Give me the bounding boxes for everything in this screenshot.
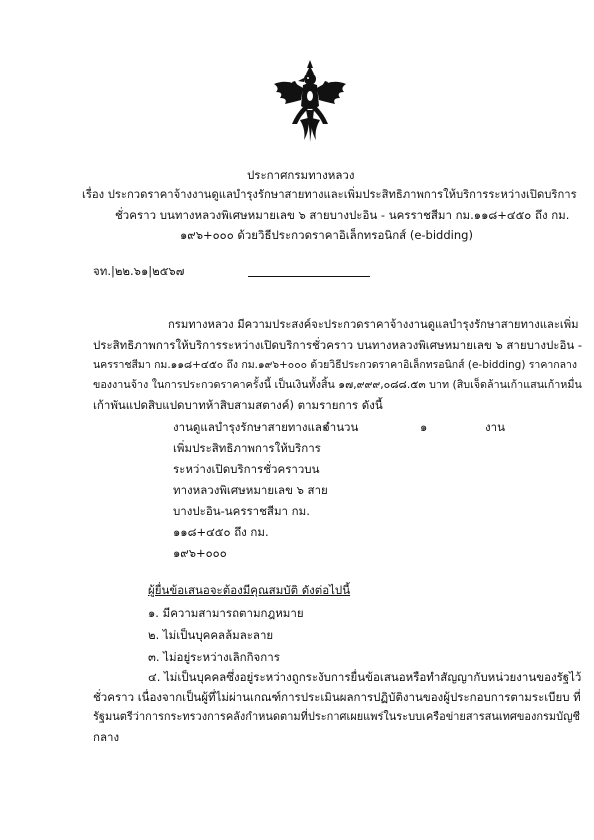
- qualification-item: ๔. ไม่เป็นบุคคลซึ่งอยู่ระหว่างถูกระงับการยื่นข้อเสนอหรือทำสัญญากับหน่วยงานของรัฐไว้: [148, 670, 582, 684]
- qualification-item-cont: รัฐมนตรีว่าการกระทรวงการคลังกำหนดตามที่ประกาศเผยแพร่ในระบบเครือข่ายสารสนเทศของกรมบัญชี: [93, 710, 580, 723]
- garuda-emblem: [270, 58, 350, 144]
- announcement-title: ประกาศกรมทางหลวง: [247, 168, 355, 182]
- intro-line-2: ประสิทธิภาพการให้บริการระหว่างเปิดบริการชั่วคราว บนทางหลวงพิเศษหมายเลข ๖ สายบางปะอิน -: [93, 338, 583, 352]
- subject-line-1: เรื่อง ประกวดราคาจ้างงานดูแลบำรุงรักษาสายทางและเพิ่มประสิทธิภาพการให้บริการระหว่างเปิดบริการ: [82, 188, 577, 201]
- item-desc-line: ๑๙๖+๐๐๐: [173, 546, 227, 560]
- item-desc-line: เพิ่มประสิทธิภาพการให้บริการ: [173, 441, 321, 455]
- signature-line: [248, 276, 370, 277]
- intro-line-3: นครราชสีมา กม.๑๑๘+๔๕๐ ถึง กม.๑๙๖+๐๐๐ ด้วยวิธีประกวดราคาอิเล็กทรอนิกส์ (e-bidding) ราคากลาง: [93, 359, 578, 371]
- intro-line-4: ของงานจ้าง ในการประกวดราคาครั้งนี้ เป็นเงินทั้งสิ้น ๑๗,๙๙๙,๐๘๘.๕๓ บาท (สิบเจ็ดล้านเก้าแสนเก้าหมื่น: [93, 378, 582, 391]
- document-number: จท.|๒๒.๖๑|๒๕๖๗: [93, 264, 185, 278]
- qualification-item-cont: กลาง: [93, 730, 120, 744]
- qualification-item: ๑. มีความสามารถตามกฎหมาย: [148, 606, 304, 620]
- intro-line-1: กรมทางหลวง มีความประสงค์จะประกวดราคาจ้างงานดูแลบำรุงรักษาสายทางและเพิ่ม: [168, 318, 579, 331]
- item-unit: งาน: [485, 420, 505, 434]
- item-desc-line: ระหว่างเปิดบริการชั่วคราวบน: [173, 462, 320, 476]
- item-desc-line: บางปะอิน-นครราชสีมา กม.: [173, 504, 310, 518]
- subject-line-2: ชั่วคราว บนทางหลวงพิเศษหมายเลข ๖ สายบางปะอิน - นครราชสีมา กม.๑๑๘+๔๕๐ ถึง กม.: [115, 208, 570, 222]
- qualification-item-cont: ชั่วคราว เนื่องจากเป็นผู้ที่ไม่ผ่านเกณฑ์การประเมินผลการปฏิบัติงานของผู้ประกอบการตามระเบียบ ที่: [93, 690, 581, 704]
- item-desc-line: งานดูแลบำรุงรักษาสายทางและ: [173, 420, 329, 434]
- item-desc-line: ทางหลวงพิเศษหมายเลข ๖ สาย: [173, 483, 328, 497]
- qualifications-heading: ผู้ยื่นข้อเสนอจะต้องมีคุณสมบัติ ดังต่อไปนี้: [148, 583, 351, 597]
- qualification-item: ๓. ไม่อยู่ระหว่างเลิกกิจการ: [148, 650, 280, 664]
- intro-line-5: เก้าพันแปดสิบแปดบาทห้าสิบสามสตางค์) ตามรายการ ดังนี้: [93, 398, 383, 412]
- item-qty: ๑: [420, 420, 428, 434]
- item-qty-label: จำนวน: [323, 420, 359, 434]
- item-desc-line: ๑๑๘+๔๕๐ ถึง กม.: [173, 525, 269, 539]
- qualification-item: ๒. ไม่เป็นบุคคลล้มละลาย: [148, 628, 274, 642]
- subject-line-3: ๑๙๖+๐๐๐ ด้วยวิธีประกวดราคาอิเล็กทรอนิกส์ (e-bidding): [180, 228, 473, 242]
